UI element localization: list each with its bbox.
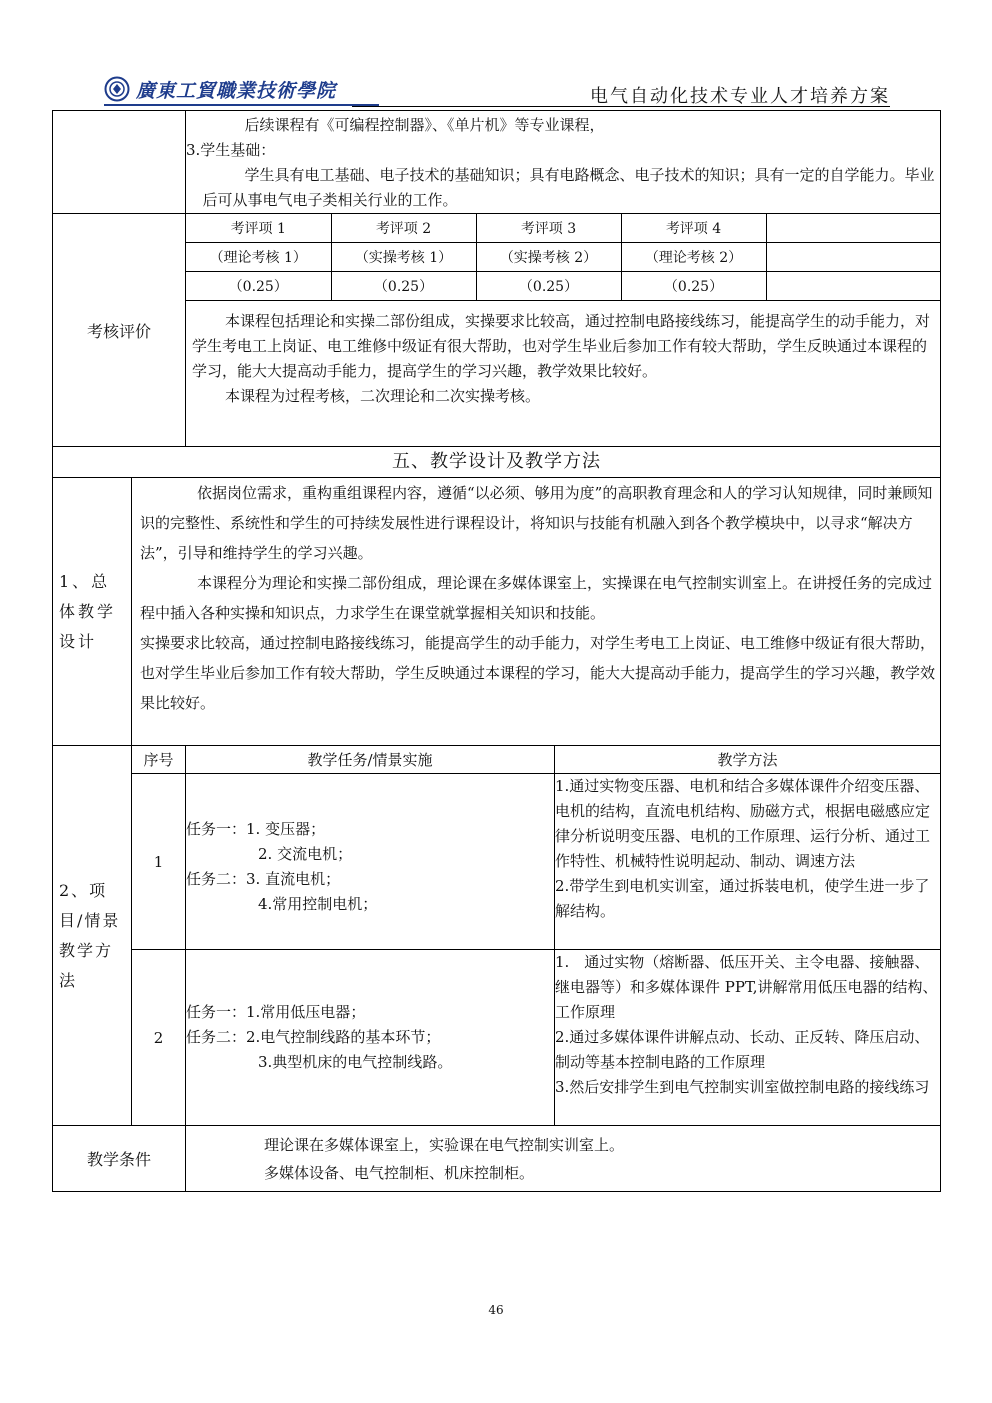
- task-item: 2. 交流电机；: [258, 844, 353, 863]
- overall-paragraph: 依据岗位需求，重构重组课程内容，遵循“以必须、够用为度”的高职教育理念和人的学习认知规律，同时兼顾知识的完整性、系统性和学生的可持续发展性进行课程设计，将知识与技能有机融入到各个教学模块中，以寻求“解决方法”，引导和维持学生的学习兴趣。: [140, 484, 933, 562]
- task-item: 任务一：1.常用低压电器；: [186, 1003, 366, 1021]
- conditions-label: 教学条件: [53, 1126, 186, 1192]
- task-item: 任务一：1. 变压器；: [186, 819, 326, 838]
- project-row: [53, 950, 941, 1126]
- assessment-grid-row: [186, 272, 940, 301]
- assessment-type: [766, 243, 940, 272]
- assessment-grid: [186, 214, 940, 300]
- header-title: 电气自动化技术专业人才培养方案: [590, 86, 890, 107]
- task-item: 任务二：3. 直流电机；: [186, 869, 341, 888]
- school-emblem-icon: [104, 76, 130, 102]
- assessment-text: [186, 300, 940, 413]
- method-item: 1. 通过实物（熔断器、低压开关、主令电器、接触器、继电器等）和多媒体课件 PPT,讲解常用低压电器的结构、工作原理: [555, 953, 938, 1021]
- method-cell: [555, 774, 941, 950]
- student-basis-text: 学生具有电工基础、电子技术的基础知识；具有电路概念、电子技术的知识；具有一定的自学能力。毕业后可从事电气电子类相关行业的工作。: [202, 166, 935, 209]
- assessment-row: [53, 214, 941, 447]
- seq-cell: 1: [132, 774, 186, 950]
- assessment-weight: （0.25）: [621, 272, 766, 301]
- assessment-grid-row: [186, 243, 940, 272]
- conditions-line: 理论课在多媒体课室上，实验课在电气控制实训室上。: [264, 1135, 625, 1154]
- assessment-type: （理论考核 1）: [186, 243, 331, 272]
- task-cell: [186, 950, 555, 1126]
- task-item: 任务二：2.电气控制线路的基本环节；: [186, 1028, 441, 1046]
- main-table: [52, 110, 941, 1192]
- task-item: 3.典型机床的电气控制线路。: [258, 1053, 453, 1071]
- project-label: 2、项目/情景教学方法: [53, 746, 132, 1126]
- method-cell: [555, 950, 941, 1126]
- assessment-paragraph: 本课程包括理论和实操二部份组成，实操要求比较高，通过控制电路接线练习，能提高学生的动手能力，对学生考电工上岗证、电工维修中级证有很大帮助，也对学生毕业后参加工作有较大帮助，学生反映通过本课程的学习，能大大提高动手能力，提高学生的学习兴趣，教学效果比较好。: [192, 312, 931, 380]
- logo-underline: [104, 104, 379, 106]
- overall-paragraph: 本课程分为理论和实操二部份组成，理论课在多媒体课室上，实操课在电气控制实训室上。在讲授任务的完成过程中插入各种实操和知识点，力求学生在课堂就掌握相关知识和技能。: [140, 574, 933, 622]
- logo-text: 廣東工貿職業技術學院: [136, 79, 337, 102]
- header-rule: [352, 106, 890, 107]
- school-logo: [104, 72, 336, 106]
- method-item: 1.通过实物变压器、电机和结合多媒体课件介绍变压器、电机的结构，直流电机结构、励磁方式，根据电磁感应定律分析说明变压器、电机的工作原理、运行分析、通过工作特性、机械特性说明起动、制动、调速方法: [555, 777, 931, 870]
- task-header: 教学任务/情景实施: [186, 746, 555, 774]
- assessment-type: （实操考核 1）: [331, 243, 476, 272]
- assessment-weight: （0.25）: [331, 272, 476, 301]
- seq-header: 序号: [132, 746, 186, 774]
- overall-paragraph: 实操要求比较高，通过控制电路接线练习，能提高学生的动手能力，对学生考电工上岗证、电工维修中级证有很大帮助，也对学生毕业后参加工作有较大帮助，学生反映通过本课程的学习，能大大提高动手能力，提高学生的学习兴趣，教学效果比较好。: [140, 634, 936, 712]
- page-number: 46: [488, 1303, 504, 1317]
- section-title-row: [53, 447, 941, 478]
- assessment-paragraph: 本课程为过程考核，二次理论和二次实操考核。: [225, 387, 541, 405]
- conditions-line: 多媒体设备、电气控制柜、机床控制柜。: [264, 1163, 535, 1182]
- conditions-content: [186, 1126, 941, 1192]
- student-basis-heading: 3.学生基础：: [186, 141, 276, 159]
- overall-design-content: [132, 478, 941, 746]
- page-header: [52, 72, 890, 108]
- method-item: 2.带学生到电机实训室，通过拆装电机，使学生进一步了解结构。: [555, 877, 930, 920]
- method-item: 3.然后安排学生到电气控制实训室做控制电路的接线练习: [555, 1078, 930, 1096]
- continuation-label-cell: [53, 111, 186, 214]
- assessment-item: 考评项 1: [186, 214, 331, 243]
- task-item: 4.常用控制电机；: [258, 894, 378, 913]
- seq-cell: 2: [132, 950, 186, 1126]
- continuation-row: [53, 111, 941, 214]
- section-title: 五、教学设计及教学方法: [53, 447, 941, 478]
- followup-courses: 后续课程有《可编程控制器》、《单片机》等专业课程，: [244, 116, 605, 134]
- assessment-weight: [766, 272, 940, 301]
- assessment-weight: （0.25）: [476, 272, 621, 301]
- assessment-grid-row: [186, 214, 940, 243]
- project-row: [53, 774, 941, 950]
- method-item: 2.通过多媒体课件讲解点动、长动、正反转、降压启动、制动等基本控制电路的工作原理: [555, 1028, 930, 1071]
- overall-design-label: 1、总体教学设计: [53, 478, 132, 746]
- assessment-type: （理论考核 2）: [621, 243, 766, 272]
- conditions-row: [53, 1126, 941, 1192]
- assessment-item: 考评项 2: [331, 214, 476, 243]
- overall-design-row: [53, 478, 941, 746]
- assessment-content: [186, 214, 941, 447]
- task-cell: [186, 774, 555, 950]
- assessment-weight: （0.25）: [186, 272, 331, 301]
- project-header-row: [53, 746, 941, 774]
- method-header: 教学方法: [555, 746, 941, 774]
- assessment-item: 考评项 3: [476, 214, 621, 243]
- assessment-type: （实操考核 2）: [476, 243, 621, 272]
- assessment-item: [766, 214, 940, 243]
- assessment-item: 考评项 4: [621, 214, 766, 243]
- assessment-label: 考核评价: [53, 214, 186, 447]
- continuation-content: [186, 111, 941, 214]
